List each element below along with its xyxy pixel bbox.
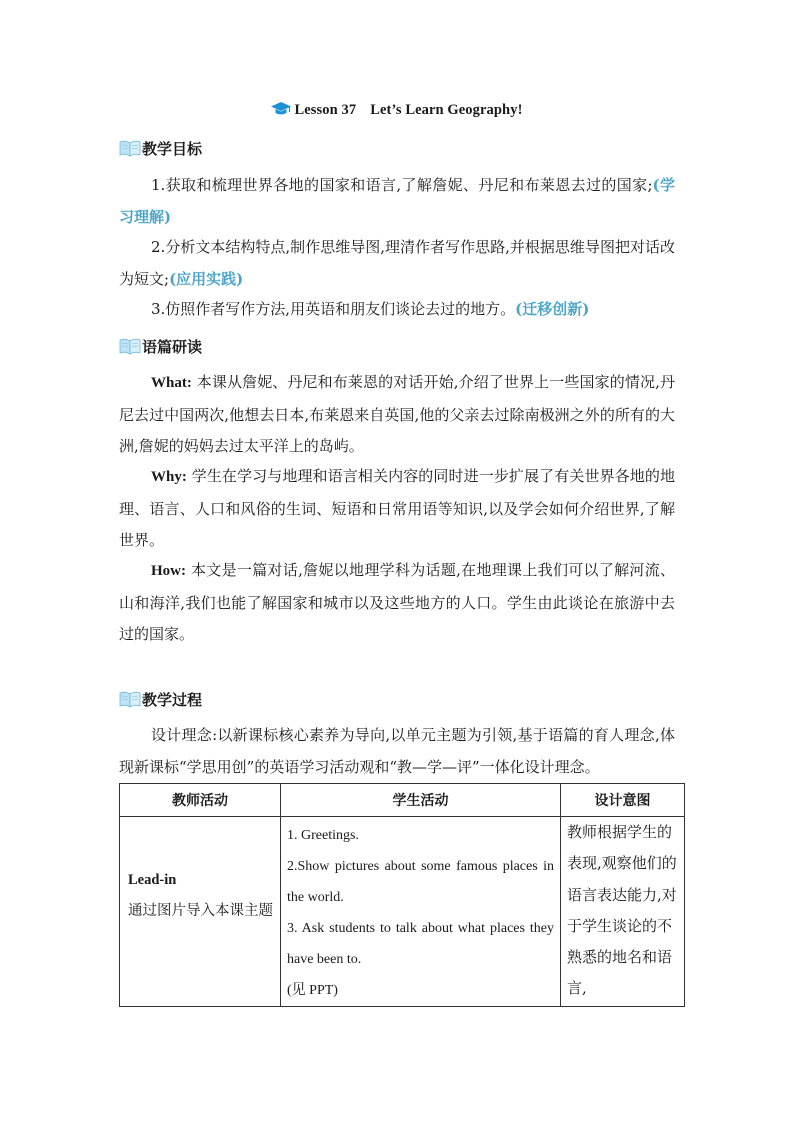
objective-tag-2: (应用实践)	[169, 269, 244, 288]
why-label: Why:	[151, 469, 187, 485]
objective-item-3: 3.仿照作者写作方法,用英语和朋友们谈论去过的地方。(迁移创新)	[151, 300, 590, 318]
lead-in-description: 通过图片导入本课主题	[128, 903, 273, 919]
lesson-process-table	[119, 783, 685, 1007]
lead-in-title: Lead-in	[128, 872, 177, 888]
list-item: 3. Ask students to talk about what places they have been to.	[287, 921, 554, 967]
reading-what: What: 本课从詹妮、丹尼和布莱恩的对话开始,介绍了世界上一些国家的情况,丹尼去过中国两次,他想去日本,布莱恩来自英国,他的父亲去过除南极洲之外的所有的大洲,詹妮的妈妈去过太平洋上的岛屿。	[119, 373, 675, 455]
book-icon	[119, 337, 141, 355]
design-intent-cell: 教师根据学生的表现,观察他们的语言表达能力,对于学生谈论的不熟悉的地名和语言,	[561, 817, 685, 1007]
student-activity-cell	[281, 817, 561, 1007]
process-heading-text: 教学过程	[142, 691, 203, 709]
teacher-activity-cell	[120, 817, 281, 1007]
objective-tag-3: (迁移创新)	[515, 300, 590, 318]
objective-item-1: 1.获取和梳理世界各地的国家和语言,了解詹妮、丹尼和布莱恩去过的国家;(学习理解)	[119, 176, 675, 226]
what-label: What:	[151, 375, 192, 391]
objective-item-2: 2.分析文本结构特点,制作思维导图,理清作者写作思路,并根据思维导图把对话改为短文;(应用实践)	[119, 238, 675, 288]
header-design-intent: 设计意图	[561, 784, 685, 817]
section-heading-objectives	[119, 138, 202, 159]
list-item: 2.Show pictures about some famous places in the world.	[287, 859, 554, 905]
graduation-cap-icon	[271, 101, 291, 121]
reading-why: Why: 学生在学习与地理和语言相关内容的同时进一步扩展了有关世界各地的地理、语言、人口和风俗的生词、短语和日常用语等知识,以及学会如何介绍世界,了解世界。	[119, 467, 675, 549]
list-item: (见 PPT)	[287, 983, 338, 998]
design-concept: 设计理念:以新课标核心素养为导向,以单元主题为引领,基于语篇的育人理念,体现新课标“学思用创”的英语学习活动观和“教—学—评”一体化设计理念。	[119, 726, 675, 776]
book-icon	[119, 139, 141, 157]
section-heading-reading	[119, 336, 202, 357]
lesson-number: Lesson 37	[294, 102, 357, 118]
objectives-heading-text: 教学目标	[142, 140, 203, 158]
lesson-name: Let’s Learn Geography!	[370, 102, 523, 118]
header-teacher-activity: 教师活动	[120, 784, 281, 817]
table-header-row	[120, 784, 685, 817]
section-heading-process	[119, 689, 202, 710]
lesson-title	[0, 101, 794, 121]
header-student-activity: 学生活动	[281, 784, 561, 817]
book-icon	[119, 690, 141, 708]
how-label: How:	[151, 563, 186, 579]
reading-how: How: 本文是一篇对话,詹妮以地理学科为话题,在地理课上我们可以了解河流、山和海洋,我们也能了解国家和城市以及这些地方的人口。学生由此谈论在旅游中去过的国家。	[119, 561, 675, 643]
objective-tag-1: (学习理解)	[119, 176, 675, 226]
table-row	[120, 817, 685, 1007]
reading-heading-text: 语篇研读	[142, 338, 203, 356]
list-item: 1. Greetings.	[287, 828, 359, 843]
